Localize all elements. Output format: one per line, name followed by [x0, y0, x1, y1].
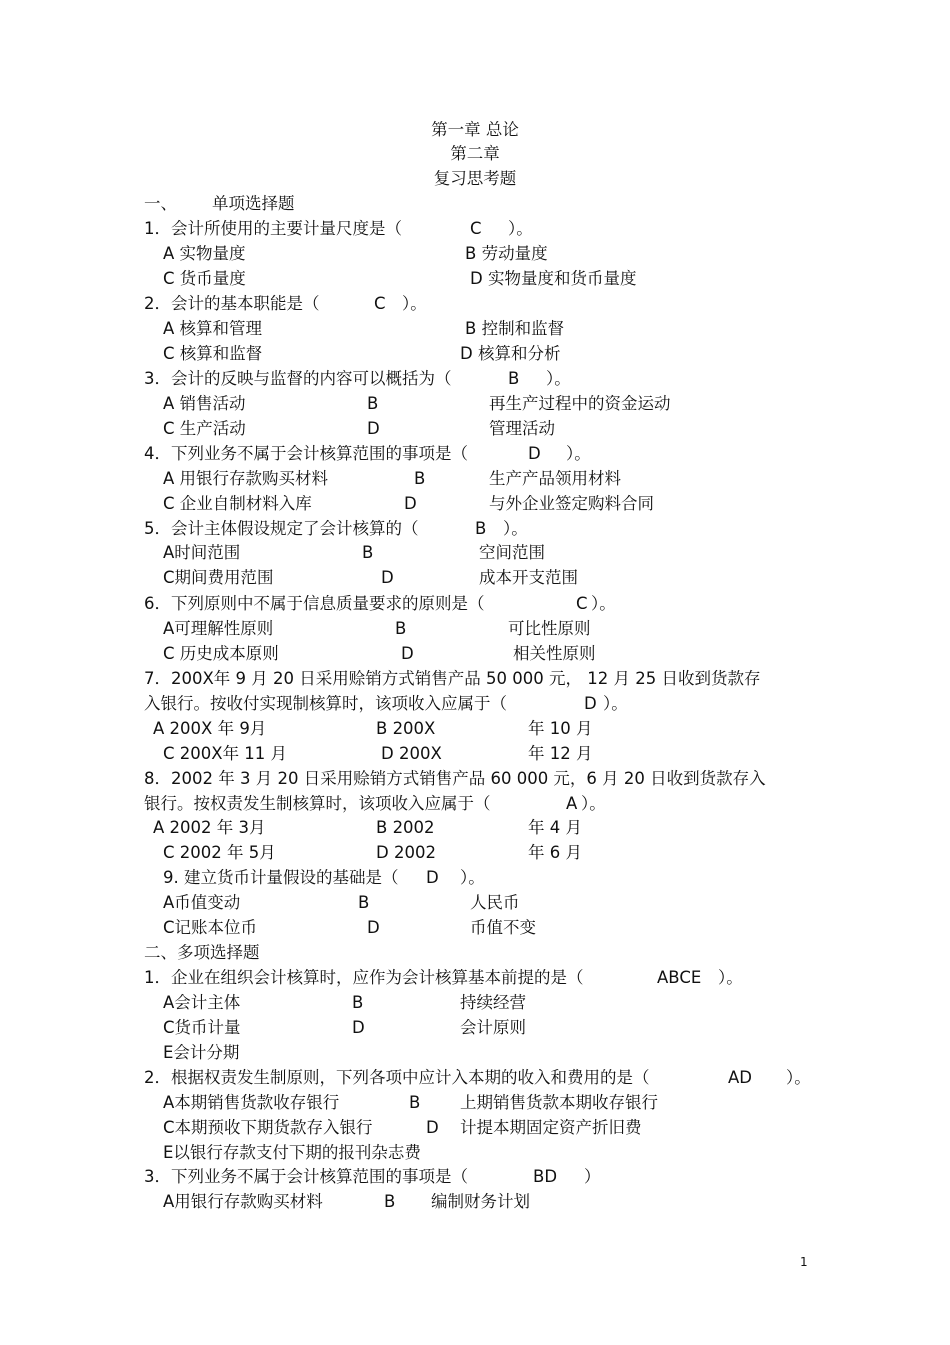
question-stem-end: ）。 [581, 794, 606, 813]
question-stem: 2．会计的基本职能是（ [144, 294, 320, 313]
option-d-letter: D [381, 568, 394, 587]
question-stem: 1．会计所使用的主要计量尺度是（ [144, 219, 402, 238]
option-a: A本期销售货款收存银行 [163, 1093, 340, 1112]
option-c: C 200X年 11 月 [163, 744, 288, 763]
option-a: A用银行存款购买材料 [163, 1192, 323, 1211]
option-d-letter: D [367, 419, 380, 438]
option-c: C 核算和监督 [163, 344, 263, 363]
option-b-text: 年 4 月 [528, 818, 582, 837]
option-b-text: 编制财务计划 [431, 1192, 530, 1211]
answer-letter: D [426, 868, 439, 887]
answer-letter: BD [533, 1167, 558, 1186]
question-stem-end: ） [584, 1167, 601, 1186]
chapter-title: 第一章 总论 [431, 120, 519, 139]
option-b-letter: B [395, 619, 407, 638]
option-a: A会计主体 [163, 993, 241, 1012]
question-stem-end: ）。 [786, 1068, 811, 1087]
option-b-text: 持续经营 [460, 993, 526, 1012]
option-d-letter: D [401, 644, 414, 663]
answer-letter: B [508, 369, 520, 388]
option-d-text: 与外企业签定购料合同 [489, 494, 654, 513]
option-d-text: 计提本期固定资产折旧费 [460, 1118, 642, 1137]
option-c: C 货币量度 [163, 269, 246, 288]
option-c: C货币计量 [163, 1018, 241, 1037]
question-stem-end: ）。 [718, 968, 743, 987]
answer-letter: B [475, 519, 487, 538]
option-b-text: 生产产品领用材料 [489, 469, 621, 488]
question-stem-end: ）。 [508, 219, 533, 238]
option-c: C 企业自制材料入库 [163, 494, 312, 513]
option-b-letter: B [409, 1093, 421, 1112]
option-c: C记账本位币 [163, 918, 258, 937]
page-number: 1 [800, 1255, 808, 1269]
option-d-letter: D [426, 1118, 439, 1137]
question-stem: 7．200X年 9 月 20 日采用赊销方式销售产品 50 000 元， 12 月 25 日收到货款存 [144, 669, 761, 688]
option-a: A币值变动 [163, 893, 241, 912]
question-stem: 1．企业在组织会计核算时，应作为会计核算基本前提的是（ [144, 968, 584, 987]
option-d-text: 年 12 月 [528, 744, 593, 763]
option-d-letter: D [352, 1018, 365, 1037]
option-b-letter: B [414, 469, 426, 488]
option-b-text: 可比性原则 [508, 619, 591, 638]
answer-letter: D [528, 444, 541, 463]
option-d-letter: D 2002 [376, 843, 436, 862]
option-a: A 2002 年 3月 [153, 818, 266, 837]
option-b-letter: B 2002 [376, 818, 435, 837]
option-b: B 劳动量度 [465, 244, 548, 263]
option-a: A可理解性原则 [163, 619, 274, 638]
section-title: 单项选择题 [212, 194, 295, 213]
option-d-text: 管理活动 [489, 419, 555, 438]
option-b: B 控制和监督 [465, 319, 565, 338]
option-d: D 实物量度和货币量度 [470, 269, 637, 288]
option-d-letter: D [367, 918, 380, 937]
question-stem-end: ）。 [566, 444, 591, 463]
option-a: A 用银行存款购买材料 [163, 469, 329, 488]
option-e: E以银行存款支付下期的报刊杂志费 [163, 1143, 421, 1162]
option-a: A 200X 年 9月 [153, 719, 267, 738]
option-c: C期间费用范围 [163, 568, 274, 587]
option-b-text: 空间范围 [479, 543, 545, 562]
answer-letter: AD [728, 1068, 752, 1087]
option-a: A 实物量度 [163, 244, 246, 263]
option-e: E会计分期 [163, 1043, 240, 1062]
option-b-letter: B [352, 993, 364, 1012]
question-stem-cont: 银行。按权责发生制核算时，该项收入应属于（ [144, 794, 491, 813]
option-c: C 生产活动 [163, 419, 246, 438]
question-stem: 8．2002 年 3 月 20 日采用赊销方式销售产品 60 000 元，6 月 20 日收到货款存入 [144, 769, 766, 788]
option-a: A时间范围 [163, 543, 241, 562]
option-b-text: 上期销售货款本期收存银行 [460, 1093, 658, 1112]
question-stem: 2．根据权责发生制原则，下列各项中应计入本期的收入和费用的是（ [144, 1068, 650, 1087]
chapter-subtitle: 第二章 [450, 144, 500, 163]
option-d-letter: D 200X [381, 744, 442, 763]
question-stem-end: ）。 [591, 594, 616, 613]
question-stem-end: ）。 [402, 294, 427, 313]
option-d: D 核算和分析 [460, 344, 561, 363]
section-number: 一、 [144, 194, 177, 213]
option-b-text: 人民币 [470, 893, 520, 912]
section-title: 二、多项选择题 [144, 943, 260, 962]
option-b-letter: B [367, 394, 379, 413]
option-a: A 核算和管理 [163, 319, 263, 338]
answer-letter: C [576, 594, 588, 613]
option-d-text: 币值不变 [470, 918, 536, 937]
question-stem: 3．会计的反映与监督的内容可以概括为（ [144, 369, 452, 388]
question-stem-end: ）。 [460, 868, 485, 887]
option-d-text: 相关性原则 [513, 644, 596, 663]
question-stem: 9. 建立货币计量假设的基础是（ [163, 868, 399, 887]
option-c: C本期预收下期货款存入银行 [163, 1118, 373, 1137]
question-stem-end: ）。 [603, 694, 628, 713]
question-stem: 4．下列业务不属于会计核算范围的事项是（ [144, 444, 468, 463]
option-c: C 历史成本原则 [163, 644, 279, 663]
question-stem-end: ）。 [503, 519, 528, 538]
option-d-text: 成本开支范围 [479, 568, 578, 587]
question-stem: 5．会计主体假设规定了会计核算的（ [144, 519, 419, 538]
option-b-letter: B [384, 1192, 396, 1211]
option-d-text: 年 6 月 [528, 843, 582, 862]
answer-letter: A [566, 794, 578, 813]
option-b-letter: B [362, 543, 374, 562]
answer-letter: D [584, 694, 597, 713]
answer-letter: C [470, 219, 482, 238]
option-d-letter: D [404, 494, 417, 513]
question-stem-end: ）。 [546, 369, 571, 388]
answer-letter: C [374, 294, 386, 313]
option-c: C 2002 年 5月 [163, 843, 276, 862]
option-b-text: 年 10 月 [528, 719, 593, 738]
question-stem: 3．下列业务不属于会计核算范围的事项是（ [144, 1167, 468, 1186]
option-b-text: 再生产过程中的资金运动 [489, 394, 671, 413]
question-stem-cont: 入银行。按收付实现制核算时，该项收入应属于（ [144, 694, 507, 713]
option-b-letter: B 200X [376, 719, 436, 738]
option-b-letter: B [358, 893, 370, 912]
option-a: A 销售活动 [163, 394, 246, 413]
review-title: 复习思考题 [433, 169, 517, 188]
option-d-text: 会计原则 [460, 1018, 526, 1037]
answer-letter: ABCE [657, 968, 702, 987]
question-stem: 6．下列原则中不属于信息质量要求的原则是（ [144, 594, 485, 613]
